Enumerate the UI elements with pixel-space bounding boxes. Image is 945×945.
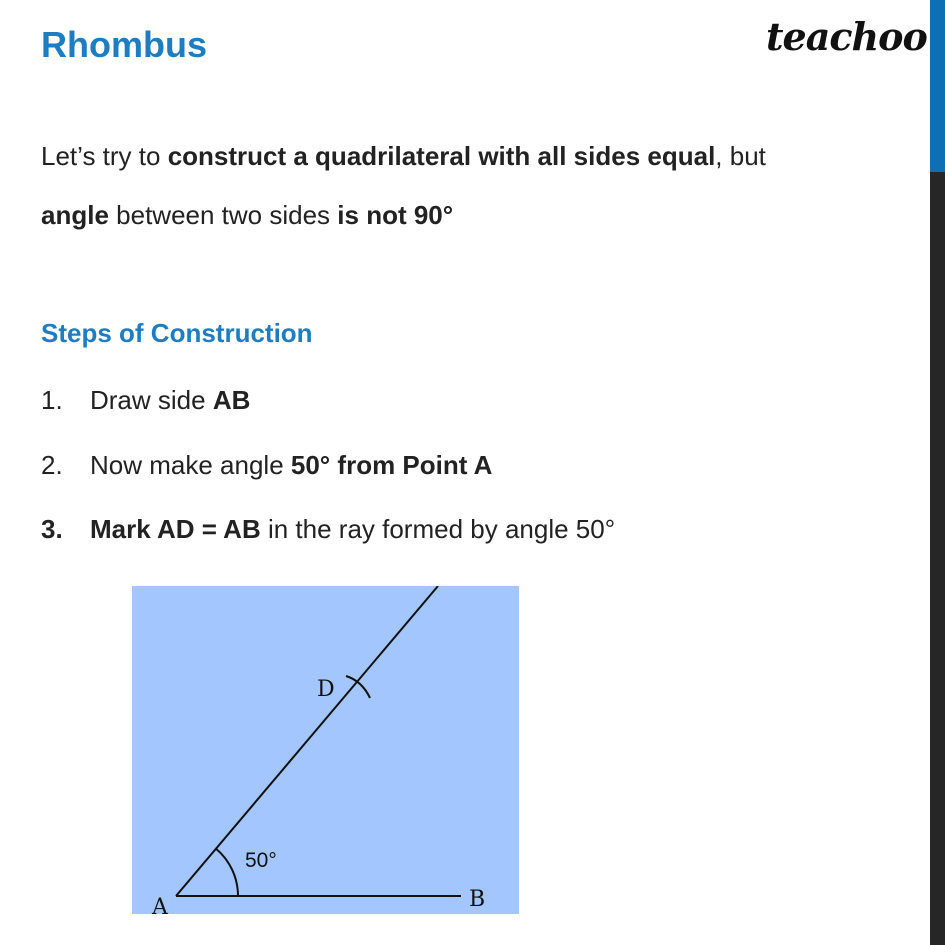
step-text: Now make angle	[90, 450, 291, 480]
side-bar-accent	[930, 0, 945, 172]
intro-text-2: , but	[715, 141, 766, 171]
intro-paragraph	[41, 127, 901, 245]
step-item-1	[41, 385, 250, 416]
step-item-3	[41, 514, 615, 545]
intro-text-3: between two sides	[108, 200, 338, 230]
step-number: 2.	[41, 450, 63, 480]
intro-bold-3: is not 90°	[337, 200, 454, 230]
intro-text-1: Let’s try to	[41, 141, 168, 171]
point-d-label: D	[317, 677, 335, 702]
step-bold: 50° from Point A	[290, 450, 493, 480]
intro-bold-1: construct a quadrilateral with all sides equal	[167, 141, 716, 171]
steps-heading: Steps of Construction	[41, 318, 313, 348]
step-text: in the ray formed by angle 50°	[260, 514, 616, 544]
step-bold: Mark AD = AB	[90, 514, 261, 544]
angle-label: 50°	[245, 849, 277, 872]
construction-diagram	[132, 586, 519, 914]
step-text: Draw side	[90, 385, 213, 415]
teachoo-logo: teachoo	[766, 14, 927, 59]
page-title: Rhombus	[41, 24, 207, 65]
step-number: 1.	[41, 385, 63, 415]
point-b-label: B	[469, 887, 486, 912]
point-a-label: A	[152, 895, 168, 914]
intro-bold-2: angle	[41, 200, 109, 230]
step-number: 3.	[41, 514, 63, 544]
figure-background	[132, 586, 519, 914]
step-item-2	[41, 450, 492, 481]
step-bold: AB	[212, 385, 251, 415]
construction-figure	[132, 586, 519, 914]
